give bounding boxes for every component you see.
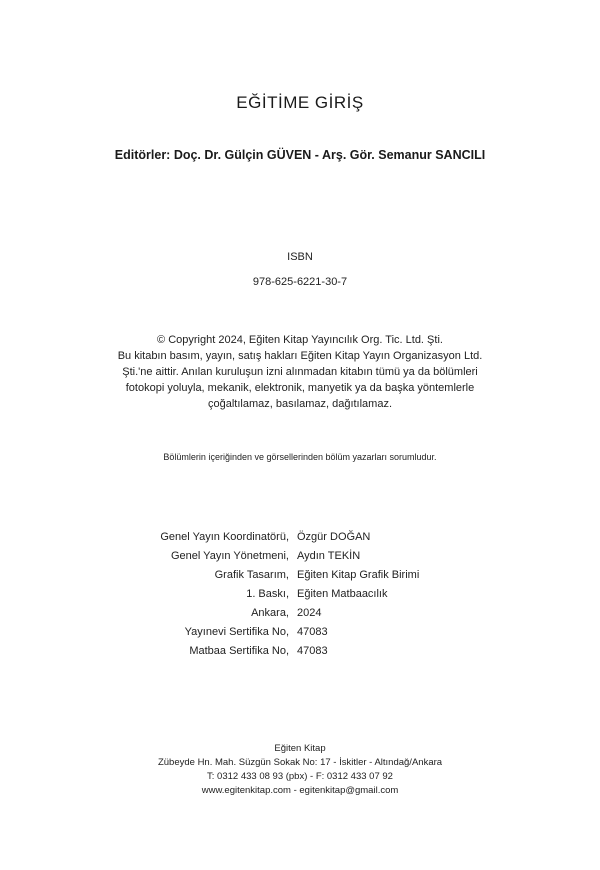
copyright-line: Bu kitabın basım, yayın, satış hakları Eğiten Kitap Yayın Organizasyon Ltd.: [117, 350, 483, 362]
credit-value: 47083: [297, 645, 328, 657]
copyright-notice: [0, 332, 600, 412]
isbn-label: ISBN: [287, 251, 313, 263]
responsibility-note: Bölümlerin içeriğinden ve görsellerinden bölüm yazarları sorumludur.: [163, 452, 437, 462]
credit-value: Özgür DOĞAN: [297, 531, 371, 543]
credit-value: Eğiten Kitap Grafik Birimi: [297, 569, 420, 581]
copyright-line: çoğaltılamaz, basılamaz, dağıtılamaz.: [207, 398, 393, 410]
credit-label: Matbaa Sertifika No,: [189, 645, 289, 657]
credit-value: 2024: [297, 607, 322, 619]
copyright-line: © Copyright 2024, Eğiten Kitap Yayıncılık Org. Tic. Ltd. Şti.: [157, 334, 443, 346]
credit-value: Eğiten Matbaacılık: [297, 588, 388, 600]
credit-label: Yayınevi Sertifika No,: [184, 626, 289, 638]
credit-label: Genel Yayın Koordinatörü,: [160, 531, 289, 543]
credit-label: 1. Baskı,: [246, 588, 289, 600]
credit-row: [0, 566, 600, 585]
credit-row: [0, 528, 600, 547]
publisher-web: www.egitenkitap.com - egitenkitap@gmail.com: [201, 785, 399, 796]
credit-row: [0, 642, 600, 661]
credits-list: [0, 528, 600, 661]
copyright-line: fotokopi yoluyla, mekanik, elektronik, manyetik ya da başka yöntemlerle: [125, 382, 475, 394]
credit-label: Ankara,: [251, 607, 289, 619]
credit-label: Genel Yayın Yönetmeni,: [170, 550, 289, 562]
copyright-line: Şti.'ne aittir. Anılan kuruluşun izni alınmadan kitabın tümü ya da bölümleri: [122, 366, 478, 378]
credit-label: Grafik Tasarım,: [214, 569, 289, 581]
credit-value: Aydın TEKİN: [297, 550, 361, 562]
credit-row: [0, 585, 600, 604]
credit-row: [0, 623, 600, 642]
publisher-phone: T: 0312 433 08 93 (pbx) - F: 0312 433 07 92: [207, 771, 393, 782]
isbn-number: 978-625-6221-30-7: [252, 276, 348, 288]
credit-row: [0, 547, 600, 566]
editors-line: Editörler: Doç. Dr. Gülçin GÜVEN - Arş. Gör. Semanur SANCILI: [114, 148, 486, 162]
publisher-footer: [0, 742, 600, 798]
publisher-name: Eğiten Kitap: [274, 743, 326, 754]
credit-value: 47083: [297, 626, 328, 638]
credit-row: [0, 604, 600, 623]
book-title: EĞİTİME GİRİŞ: [236, 93, 364, 112]
publisher-address: Zübeyde Hn. Mah. Süzgün Sokak No: 17 - İskitler - Altındağ/Ankara: [157, 757, 443, 768]
